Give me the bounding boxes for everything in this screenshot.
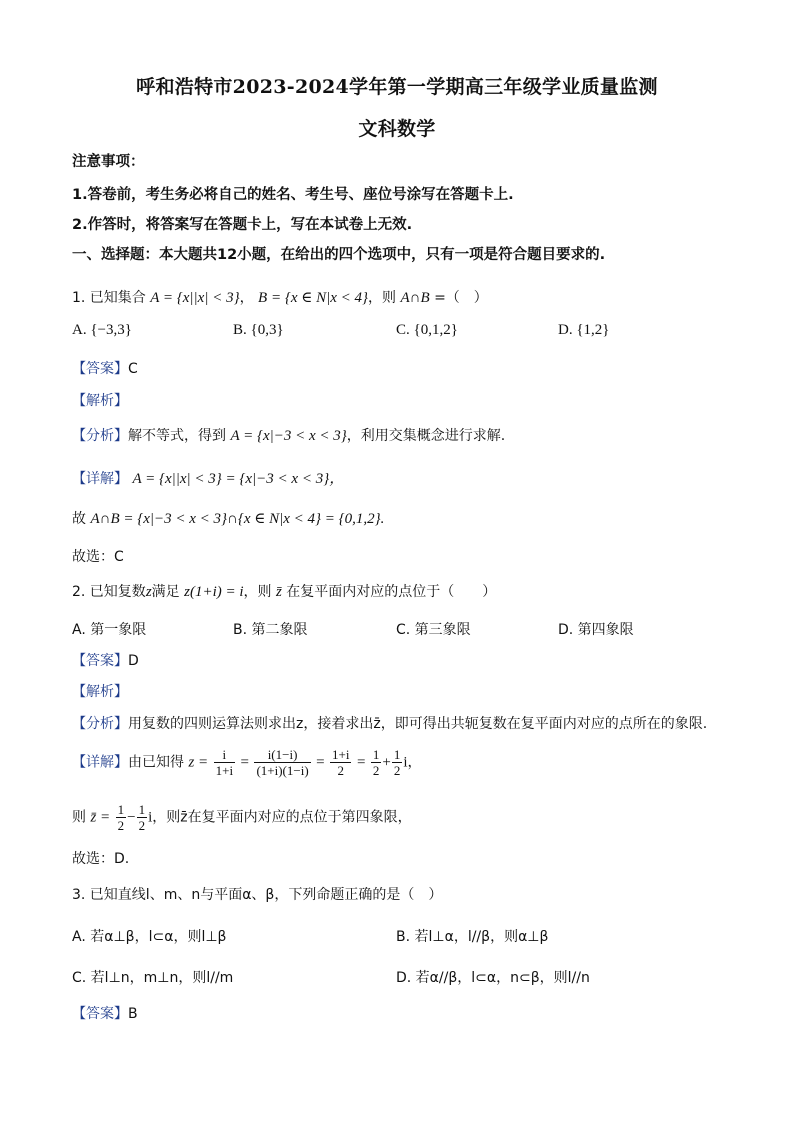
- q2-frac-2-den: (1+i)(1−i): [256, 763, 309, 778]
- q1-option-d: D. {1,2}: [558, 322, 610, 338]
- q2-frac-4-num: 1: [372, 747, 380, 762]
- q3-option-c: C. 若l⊥n，m⊥n，则l//m: [72, 970, 234, 986]
- q2-z-eq: z =: [188, 754, 209, 771]
- q2-frac-2: [254, 747, 310, 778]
- q2-frac-5: [392, 747, 403, 778]
- q1-answer-value: C: [128, 361, 138, 377]
- q2-cond: z(1+i) = i: [184, 584, 244, 600]
- q2-answer: [72, 650, 139, 670]
- q2-option-b: B. 第二象限: [233, 622, 308, 638]
- q1-analysis-post: ，利用交集概念进行求解.: [346, 428, 506, 444]
- page-title: 呼和浩特市2023-2024学年第一学期高三年级学业质量监测: [136, 76, 658, 98]
- detail-tag: 【详解】: [72, 471, 128, 487]
- page-subtitle: 文科数学: [358, 118, 436, 140]
- q2-frac-4: [371, 747, 382, 778]
- q2-zbar-eq: z̄ =: [90, 809, 111, 826]
- q3-option-a: A. 若α⊥β，l⊂α，则l⊥β: [72, 929, 227, 945]
- q2-z: z: [145, 584, 152, 600]
- q2-frac-1: [214, 747, 235, 778]
- q2-tail: ，: [407, 754, 422, 771]
- q2-zbar: z̄: [275, 584, 282, 600]
- answer-tag: 【答案】: [72, 653, 128, 669]
- q2-stem: [72, 581, 496, 601]
- q3-answer: [72, 1003, 138, 1023]
- q2-option-c: C. 第三象限: [396, 622, 471, 638]
- q2-detail-line2: [72, 802, 412, 833]
- q1-option-a: A. {−3,3}: [72, 322, 132, 338]
- q2-option-d: D. 第四象限: [558, 622, 634, 638]
- q1-detail-line2: [72, 508, 384, 528]
- q2-frac-7: [137, 802, 148, 833]
- q2-option-a: A. 第一象限: [72, 622, 147, 638]
- q1-detail: [72, 467, 344, 488]
- q2-frac-1-den: 1+i: [215, 763, 234, 778]
- notice-item-2: 2.作答时，将答案写在答题卡上，写在本试卷上无效.: [72, 217, 413, 233]
- answer-tag: 【答案】: [72, 1006, 128, 1022]
- q1-set-b: B = {x ∈ N|x < 4}: [258, 290, 368, 306]
- detail-tag: 【详解】: [72, 754, 128, 771]
- q2-frac-5-den: 2: [393, 763, 401, 778]
- q2-line2-post: ，则z̄在复平面内对应的点位于第四象限，: [152, 809, 412, 826]
- q1-detail-expr: A = {x||x| < 3} = {x|−3 < x < 3}，: [132, 471, 345, 487]
- q1-option-c: C. {0,1,2}: [396, 322, 458, 338]
- q2-detail-pre: 由已知得: [128, 754, 184, 771]
- q2-frac-7-num: 1: [138, 802, 146, 817]
- notice-heading: 注意事项：: [72, 154, 145, 170]
- q2-stem-prefix: 2. 已知复数: [72, 584, 146, 600]
- q2-i: i: [403, 754, 408, 771]
- q1-conclusion: 故选：C: [72, 549, 124, 565]
- q2-i-2: i: [148, 809, 153, 826]
- q2-answer-value: D: [128, 653, 139, 669]
- q1-line2-pre: 故: [72, 511, 86, 527]
- analysis-tag: 【分析】: [72, 428, 128, 444]
- q2-eq-1: =: [240, 754, 249, 771]
- q1-stem-prefix: 1. 已知集合: [72, 290, 146, 306]
- section-heading: 一、选择题：本大题共12小题，在给出的四个选项中，只有一项是符合题目要求的.: [72, 247, 606, 263]
- notice-item-1: 1.答卷前，考生务必将自己的姓名、考生号、座位号涂写在答题卡上.: [72, 187, 514, 203]
- q2-analysis: [72, 713, 707, 733]
- q1-stem-suffix: ，则: [368, 290, 396, 306]
- q2-stem-mid1: 满足: [151, 584, 180, 600]
- q1-option-b: B. {0,3}: [233, 322, 284, 338]
- q2-frac-1-num: i: [214, 747, 235, 763]
- q2-line2-pre: 则: [72, 809, 86, 826]
- answer-tag: 【答案】: [72, 361, 128, 377]
- q2-frac-3-num: 1+i: [332, 747, 350, 762]
- q2-stem-mid2: ，则: [243, 584, 272, 600]
- q2-frac-5-num: 1: [393, 747, 401, 762]
- q3-option-b: B. 若l⊥α，l//β，则α⊥β: [396, 929, 549, 945]
- q2-conclusion: 故选：D.: [72, 851, 130, 867]
- q1-stem: [72, 287, 488, 307]
- q2-plus: +: [382, 754, 391, 771]
- q2-eq-2: =: [316, 754, 325, 771]
- q2-frac-6: [116, 802, 127, 833]
- q1-analysis: [72, 425, 505, 445]
- q2-frac-6-num: 1: [117, 802, 125, 817]
- q2-explain-tag: 【解析】: [72, 684, 128, 700]
- q2-frac-6-den: 2: [117, 818, 125, 833]
- q2-analysis-text: 用复数的四则运算法则求出z，接着求出z̄，即可得出共轭复数在复平面内对应的点所在的象限.: [128, 716, 708, 732]
- q1-set-a: A = {x||x| < 3}: [150, 290, 240, 306]
- q1-expr: A∩B: [400, 290, 430, 306]
- q3-stem: 3. 已知直线l、m、n与平面α、β，下列命题正确的是（ ）: [72, 887, 443, 903]
- q2-frac-7-den: 2: [138, 818, 146, 833]
- q2-stem-suffix: 在复平面内对应的点位于（ ）: [286, 584, 497, 600]
- q1-explain-tag: 【解析】: [72, 393, 128, 409]
- q1-analysis-pre: 解不等式，得到: [128, 428, 226, 444]
- q2-detail: [72, 747, 422, 778]
- q2-frac-4-den: 2: [372, 763, 380, 778]
- q1-answer: [72, 358, 138, 378]
- q2-eq-3: =: [356, 754, 366, 771]
- q2-frac-2-num: i(1−i): [254, 747, 310, 763]
- q1-stem-end: =（ ）: [434, 290, 488, 306]
- q1-line2-expr: A∩B = {x|−3 < x < 3}∩{x ∈ N|x < 4} = {0,1,2}.: [90, 511, 385, 527]
- q1-sep: ，: [239, 290, 254, 306]
- q2-minus: −: [127, 809, 136, 826]
- q1-analysis-expr: A = {x|−3 < x < 3}: [230, 428, 347, 444]
- q2-frac-3-den: 2: [337, 763, 344, 778]
- analysis-tag: 【分析】: [72, 716, 128, 732]
- q3-option-d: D. 若α//β，l⊂α，n⊂β，则l//n: [396, 970, 590, 986]
- q3-answer-value: B: [128, 1006, 138, 1022]
- q2-frac-3: [330, 747, 351, 778]
